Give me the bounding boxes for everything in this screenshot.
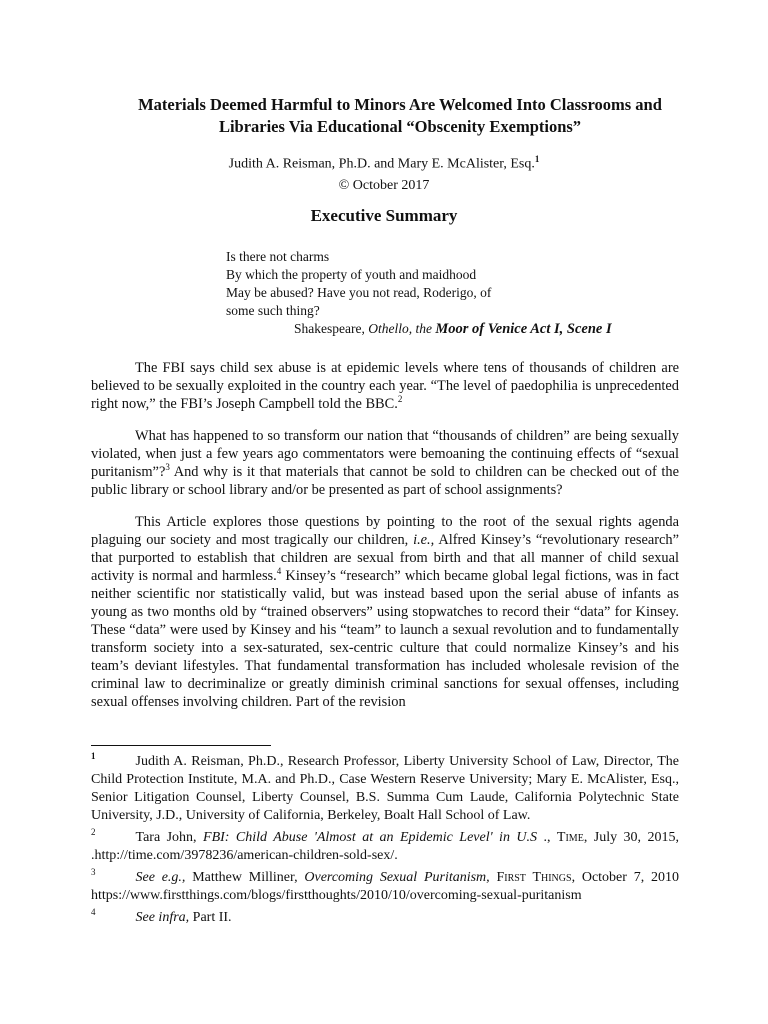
footnote-2-number: 2	[91, 827, 96, 838]
footnote-2-publication: Time	[556, 830, 584, 845]
title-line-2: Libraries Via Educational “Obscenity Exemptions”	[218, 117, 582, 136]
paragraph-3-text-c: Kinsey’s “research” which became global legal fictions, was in fact neither scientific nor statistically valid, but was instead based upon the serial abuse of infants as young as two months old by “trained observers” using stopwatches to record their “data” for Kinsey. These “data” were used by Kinsey and his “team” to launch a sexual revolution and to fundamentally transform society into a sex-saturated, sex-centric culture that could normalize Kinsey’s and his team’s deviant lifestyles. That fundamental transformation has included wholesale revision of the criminal law to decriminalize or greatly diminish criminal sanctions for sexual offenses, including sexual offenses involving children. Part of the revision	[91, 568, 679, 710]
footnote-2-title: FBI: Child Abuse 'Almost at an Epidemic Level' in U.S	[203, 830, 538, 845]
footnote-2-rest: , July 30, 2015, .http://time.com/3978236/american-children-sold-sex/.	[91, 830, 679, 863]
epigraph-line-3: May be abused? Have you not read, Roderigo, of	[226, 285, 492, 300]
epigraph-attribution	[226, 320, 626, 338]
footnote-2	[91, 829, 679, 865]
footnote-ref-2: 2	[397, 394, 403, 405]
body-text	[91, 359, 679, 725]
paragraph-3	[91, 513, 679, 711]
title-line-1: Materials Deemed Harmful to Minors Are Welcomed Into Classrooms and	[138, 95, 662, 114]
paragraph-3-ie: i.e.,	[413, 532, 435, 548]
footnote-1-text: Judith A. Reisman, Ph.D., Research Professor, Liberty University School of Law, Director, The Child Protection Institute, M.A. and Ph.D., Case Western Reserve University; Mary E. McAlister, Esq., Senior Litigation Counsel, Liberty Counsel, B.S. Summa Cum Laude, California Polytechnic State University, J.D., University of California, Berkeley, Boalt Hall School of Law.	[91, 754, 679, 823]
footnote-separator	[91, 745, 271, 746]
footnote-ref-3: 3	[165, 462, 170, 473]
footnote-3-title: Overcoming Sexual Puritanism,	[304, 870, 490, 885]
epigraph-line-2: By which the property of youth and maidhood	[226, 267, 477, 282]
footnote-ref-4: 4	[276, 566, 282, 577]
attribution-play: Othello, the	[368, 321, 436, 336]
footnote-3-author: Matthew Milliner,	[185, 870, 305, 885]
epigraph	[226, 248, 626, 338]
footnote-1-number: 1	[91, 751, 96, 762]
footnote-2-mid: .,	[537, 830, 557, 845]
attribution-author: Shakespeare,	[294, 321, 369, 336]
footnote-3-signal: See e.g.,	[135, 870, 186, 885]
authors-text: Judith A. Reisman, Ph.D. and Mary E. McAlister, Esq.	[228, 156, 535, 172]
footnote-4-signal: See infra,	[135, 910, 190, 925]
footnote-ref-1: 1	[534, 154, 540, 164]
paragraph-2-text-a: What has happened to so transform our nation that “thousands of children” are being sexually violated, when just a few years ago commentators were bemoaning the continuing effects of “sexual puritanism”?	[91, 428, 679, 480]
footnote-4-rest: Part II.	[189, 910, 232, 925]
footnote-3-number: 3	[91, 867, 96, 878]
paragraph-2	[91, 427, 679, 499]
section-heading: Executive Summary	[310, 206, 458, 225]
paragraph-1	[91, 359, 679, 413]
epigraph-line-4: some such thing?	[226, 303, 320, 318]
footnotes	[91, 753, 679, 931]
attribution-scene: Moor of Venice Act I, Scene I	[435, 321, 612, 337]
copyright-date: © October 2017	[338, 178, 430, 193]
footnote-1	[91, 753, 679, 825]
paragraph-3-text-b: Alfred Kinsey’s “revolutionary research” that purported to establish that children are sexual from birth and that all manner of child sexual activity is normal and harmless.	[91, 532, 679, 584]
paragraph-2-text-b: And why is it that materials that cannot be sold to children can be checked out of the public library or school library and/or be presented as part of school assignments?	[91, 464, 679, 498]
footnote-3-rest: , October 7, 2010 https://www.firstthings.com/blogs/firstthoughts/2010/10/overcoming-sexual-puritanism	[91, 870, 680, 903]
footnote-4	[91, 909, 679, 927]
epigraph-line-1: Is there not charms	[226, 249, 330, 264]
footnote-2-author: Tara John,	[135, 830, 204, 845]
paragraph-3-text-a: This Article explores those questions by pointing to the root of the sexual rights agenda plaguing our society and most tragically our children,	[91, 514, 679, 548]
footnote-4-number: 4	[91, 907, 96, 918]
authors-line	[0, 150, 768, 174]
document-title	[90, 94, 710, 138]
footnote-3-publication: First Things	[489, 870, 572, 885]
paragraph-1-text: The FBI says child sex abuse is at epidemic levels where tens of thousands of children are believed to be sexually exploited in the country each year. “The level of paedophilia is unprecedented right now,” the FBI’s Joseph Campbell told the BBC.	[91, 360, 679, 412]
footnote-3	[91, 869, 679, 905]
